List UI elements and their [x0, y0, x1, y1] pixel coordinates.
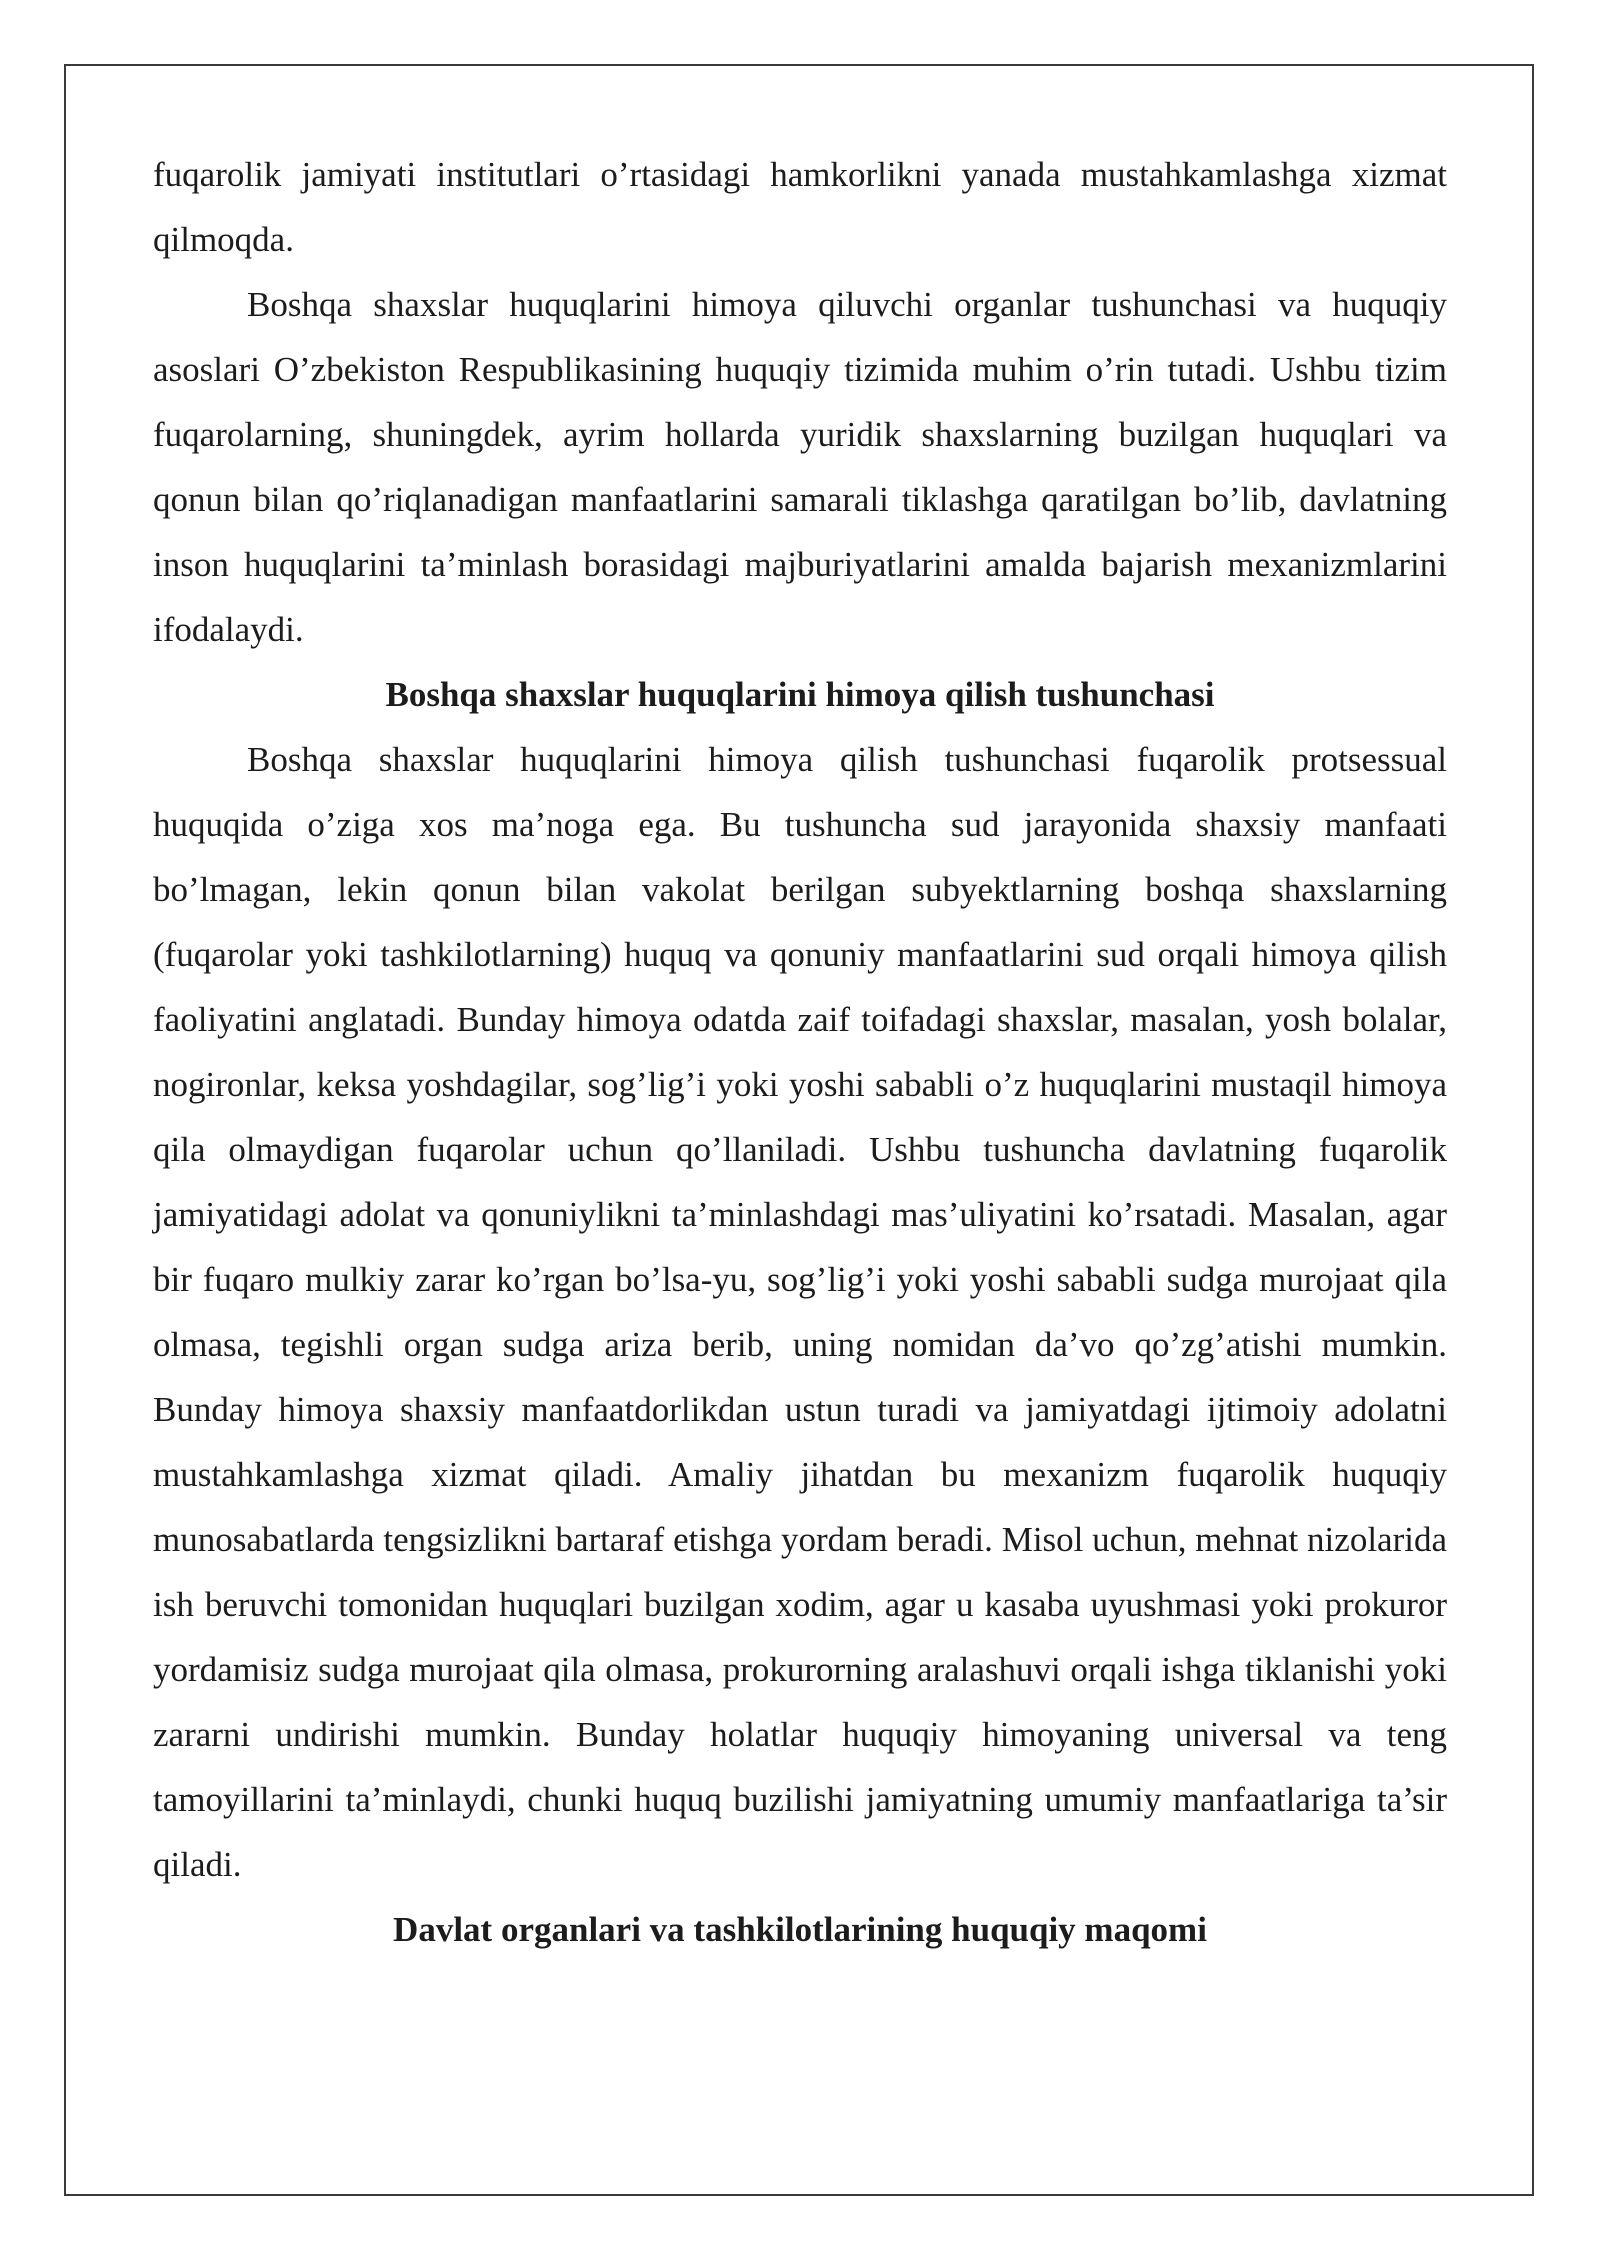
- paragraph-continuation: fuqarolik jamiyati institutlari o’rtasidagi hamkorlikni yanada mustahkamlashga xizmat qilmoqda.: [153, 155, 1447, 259]
- section-heading-concept: Boshqa shaxslar huquqlarini himoya qilish tushunchasi: [385, 675, 1215, 714]
- paragraph-intro: Boshqa shaxslar huquqlarini himoya qiluvchi organlar tushunchasi va huquqiy asoslari O’zbekiston Respublikasining huquqiy tizimida muhim o’rin tutadi. Ushbu tizim fuqarolarning, shuningdek, ayrim hollarda yuridik shaxslarning buzilgan huquqlari va qonun bilan qo’riqlanadigan manfaatlarini samarali tiklashga qaratilgan bo’lib, davlatning inson huquqlarini ta’minlash borasidagi majburiyatlarini amalda bajarish mexanizmlarini ifodalaydi.: [153, 285, 1447, 649]
- section-heading-status: Davlat organlari va tashkilotlarining huquqiy maqomi: [393, 1910, 1207, 1949]
- paragraph-concept: Boshqa shaxslar huquqlarini himoya qilish tushunchasi fuqarolik protsessual huquqida o’ziga xos ma’noga ega. Bu tushuncha sud jarayonida shaxsiy manfaati bo’lmagan, lekin qonun bilan vakolat berilgan subyektlarning boshqa shaxslarning (fuqarolar yoki tashkilotlarning) huquq va qonuniy manfaatlarini sud orqali himoya qilish faoliyatini anglatadi. Bunday himoya odatda zaif toifadagi shaxslar, masalan, yosh bolalar, nogironlar, keksa yoshdagilar, sog’lig’i yoki yoshi sababli o’z huquqlarini mustaqil himoya qila olmaydigan fuqarolar uchun qo’llaniladi. Ushbu tushuncha davlatning fuqarolik jamiyatidagi adolat va qonuniylikni ta’minlashdagi mas’uliyatini ko’rsatadi. Masalan, agar bir fuqaro mulkiy zarar ko’rgan bo’lsa-yu, sog’lig’i yoki yoshi sababli sudga murojaat qila olmasa, tegishli organ sudga ariza berib, uning nomidan da’vo qo’zg’atishi mumkin. Bunday himoya shaxsiy manfaatdorlikdan ustun turadi va jamiyatdagi ijtimoiy adolatni mustahkamlashga xizmat qiladi. Amaliy jihatdan bu mexanizm fuqarolik huquqiy munosabatlarda tengsizlikni bartaraf etishga yordam beradi. Misol uchun, mehnat nizolarida ish beruvchi tomonidan huquqlari buzilgan xodim, agar u kasaba uyushmasi yoki prokuror yordamisiz sudga murojaat qila olmasa, prokurorning aralashuvi orqali ishga tiklanishi yoki zararni undirishi mumkin. Bunday holatlar huquqiy himoyaning universal va teng tamoyillarini ta’minlaydi, chunki huquq buzilishi jamiyatning umumiy manfaatlariga ta’sir qiladi.: [153, 740, 1447, 1884]
- document-body: [153, 142, 1447, 1962]
